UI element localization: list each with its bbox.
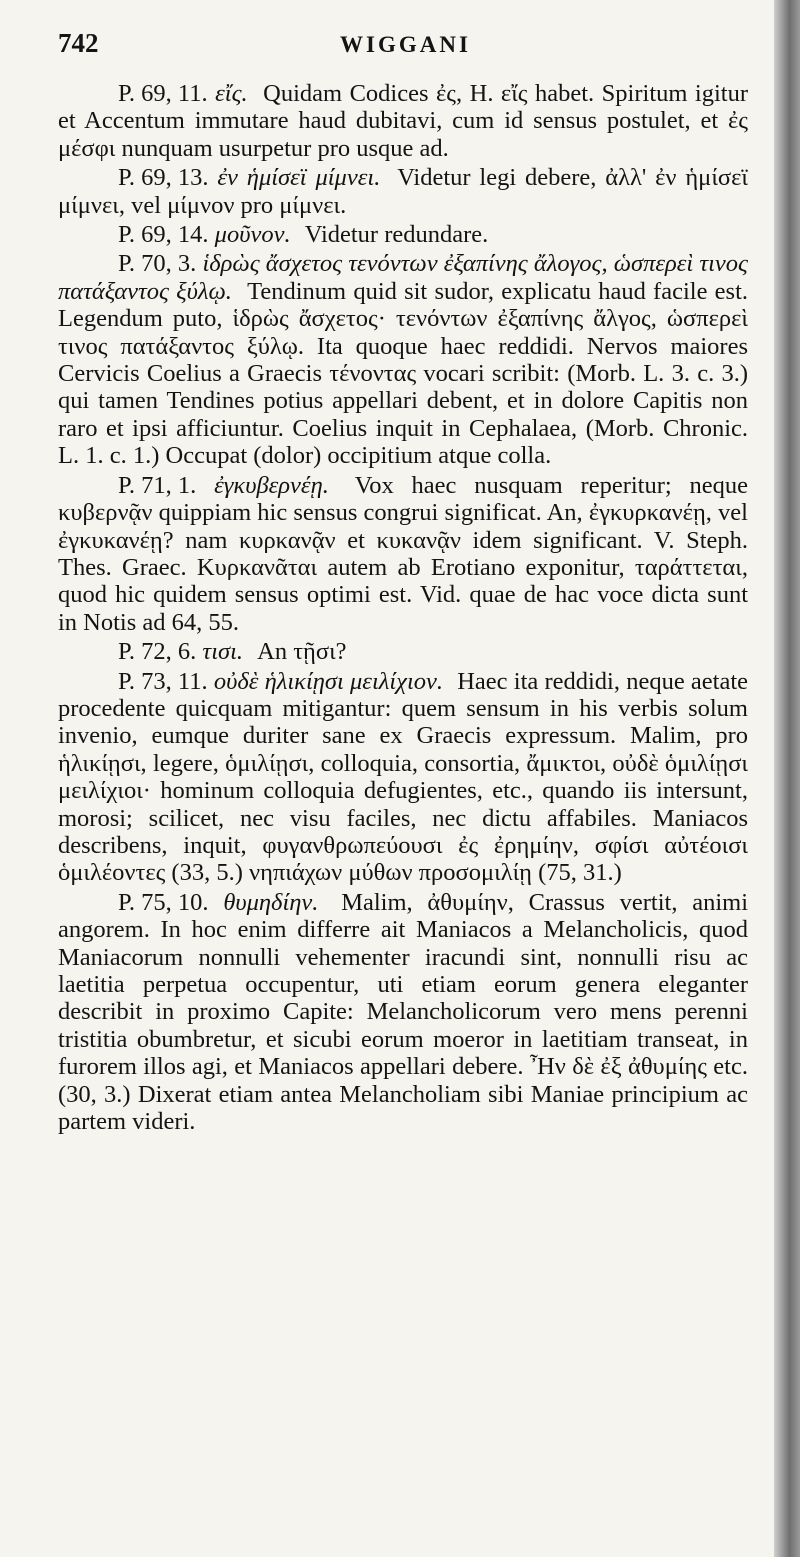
note-body: Malim, ἀθυμίην, Crassus vertit, animi angorem. In hoc enim differre ait Maniacos a Melancholicis, quod Maniacorum nonnulli vehementer iracundi sint, nonnulli risu ac laetitia perpetua occupentur, uti etiam eorum genera eleganter describit in proximo Capite: Melancholicorum vero mens perenni tristitia obumbretur, et sicubi eorum moeror in laetitiam transeat, in furorem illos agi, et Maniacos appellari debere. Ἦν δὲ ἐξ ἀθυμίης etc. (30, 3.) Dixerat etiam antea Melancholiam sibi Maniae principium ac partem videri. bbox=[58, 888, 749, 1136]
note-reference: P. 70, 3. bbox=[118, 250, 197, 278]
running-title: WIGGANI bbox=[340, 32, 471, 57]
page-edge-shadow bbox=[774, 0, 800, 1557]
note-reference: P. 73, 11. bbox=[118, 667, 208, 695]
note-p69-11 bbox=[58, 80, 748, 162]
note-reference: P. 75, 10. bbox=[118, 888, 209, 916]
note-greek-lemma: ἱδρὼς ἄσχετος τενόντων ἐξαπίνης ἄλογος, ὡσπερεὶ τινος πατάξαντος ξύλῳ. bbox=[58, 250, 748, 305]
note-greek-lemma: εἴς. bbox=[215, 80, 248, 107]
note-greek-lemma: θυμηδίην. bbox=[223, 888, 319, 916]
note-greek-lemma: ἐγκυβερνέῃ. bbox=[214, 471, 329, 499]
note-reference: P. 69, 11. bbox=[118, 80, 208, 107]
note-p69-13 bbox=[58, 164, 748, 219]
note-greek-lemma: οὐδὲ ἡλικίῃσι μειλίχιον. bbox=[213, 667, 444, 695]
note-body: Videtur legi debere, ἀλλ' ἐν ἡμίσεϊ μίμνει, vel μίμνον pro μίμνει. bbox=[58, 164, 748, 219]
note-greek-lemma: τισι. bbox=[202, 638, 244, 666]
note-body: Quidam Codices ἐς, H. εἴς habet. Spiritum igitur et Accentum immutare haud dubitavi, cum id sensus postulet, et ἐς μέσφι nunquam usurpetur pro usque ad. bbox=[58, 80, 749, 162]
note-body: Videtur redundare. bbox=[304, 221, 489, 249]
note-greek-lemma: ἐν ἡμίσεϊ μίμνει. bbox=[217, 164, 381, 192]
note-p70-3 bbox=[58, 250, 748, 469]
note-p73-11 bbox=[58, 668, 748, 887]
note-body: Haec ita reddidi, neque aetate procedente quicquam mitigantur: quem sensum in his verbis solum invenio, eumque duriter sane ex Graecis expressum. Malim, pro ἡλικίῃσι, legere, ὁμιλίῃσι, colloquia, consortia, ἄμικτοι, οὐδὲ ὁμιλίῃσι μειλίχιοι· hominum colloquia defugientes, etc., quando iis intersunt, morosi; scilicet, nec visu faciles, nec dictu affabiles. Maniacos describens, inquit, φυγανθρωπεύουσι ἐς ἐρημίην, σφίσι αὐτέοισι ὁμιλέοντες (33, 5.) νηπιάχων μύθων προσομιλίῃ (75, 31.) bbox=[58, 667, 749, 887]
note-reference: P. 72, 6. bbox=[118, 638, 197, 666]
page-number: 742 bbox=[58, 28, 99, 58]
note-reference: P. 69, 13. bbox=[118, 164, 209, 192]
note-p69-14 bbox=[58, 221, 748, 248]
running-head bbox=[58, 28, 748, 64]
note-p72-6 bbox=[58, 638, 748, 665]
note-p75-10 bbox=[58, 889, 748, 1136]
note-p71-1 bbox=[58, 472, 748, 636]
note-body: Tendinum quid sit sudor, explicatu haud facile est. Legendum puto, ἱδρὼς ἄσχετος· τενόντων ἐξαπίνης ἄλγος, ὡσπερεὶ τινος πατάξαντος ξύλῳ. Ita quoque haec reddidi. Nervos maiores Cervicis Coelius a Graecis τένοντας vocari scribit: (Morb. L. 3. c. 3.) qui tamen Tendines potius appellari debent, et in dolore Capitis non raro et ipsi afficiuntur. Coelius inquit in Cephalaea, (Morb. Chronic. L. 1. c. 1.) Occupat (dolor) occipitium atque colla. bbox=[58, 277, 748, 470]
note-reference: P. 69, 14. bbox=[118, 221, 209, 249]
note-body: Vox haec nusquam reperitur; neque κυβερνᾷν quippiam hic sensus congrui significat. An, ἐγκυρκανέῃ, vel ἐγκυκανέῃ? nam κυρκανᾷν et κυκανᾷν idem significant. V. Steph. Thes. Graec. Κυρκανᾶται autem ab Erotiano exponitur, ταράττεται, quod hic quidem sensus optimi est. Vid. quae de hac voce dicta sunt in Notis ad 64, 55. bbox=[58, 471, 749, 636]
note-reference: P. 71, 1. bbox=[118, 471, 197, 499]
note-body: An τῇσι? bbox=[257, 638, 347, 666]
note-greek-lemma: μοῦνον. bbox=[214, 221, 291, 249]
